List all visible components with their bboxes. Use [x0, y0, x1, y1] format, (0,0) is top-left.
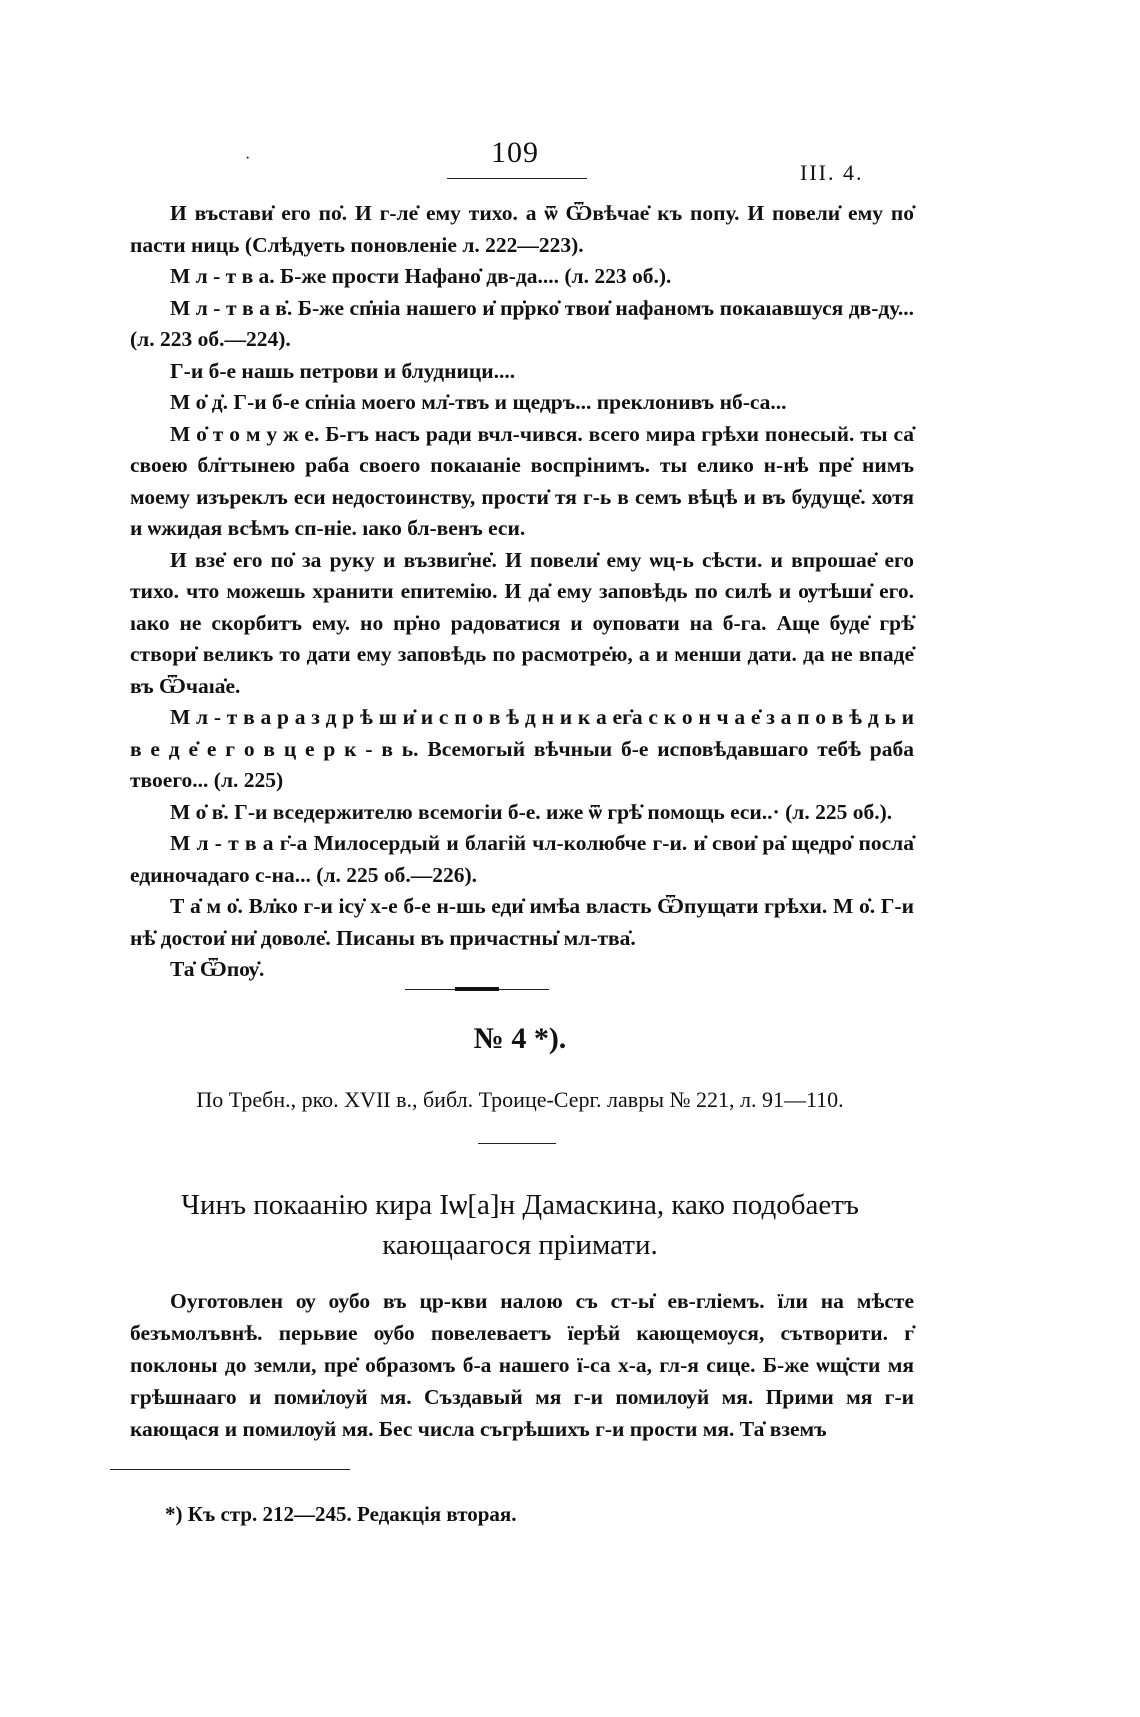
- paragraph-7: И взе̇ его по̇ за руку и възвиг̇не̇. И повели̇ ему ѡц-ь сѣсти. и впрошае̇ его тихо. что можешь хранити епитемію. И да̇ ему заповѣдь по силѣ и ѹтѣши̇ его. ıако не скорбитъ ему. но пр̇но радоватися и ѹповати на б-га. Аще буде̇ грѣ̇ створи̇ великъ то дати ему заповѣдь по расмотре̇ю, а и менши дати. да не впаде̇ въ Ѿчаıа̇е.: [130, 547, 914, 698]
- section-separator-center: [455, 987, 499, 991]
- paragraph-11: Т а̇ м о̇. Вл̇ко г-и ісу̇ х-е б-е н-шь еди̇ имѣа власть Ѿпущати грѣхи. М о̇. Г-и нѣ̇ достои̇ ни̇ доволе̇. Писаны въ причастны̇ мл-тва̇.: [130, 894, 914, 950]
- paragraph-10: М л - т в а г̇-а Милосердый и благій чл-колюбче г-и. и̇ свои̇ ра̇ щедро̇ посла̇ единочадаго с-на... (л. 225 об.—226).: [130, 831, 914, 887]
- paragraph-5: М о̇ д̇. Г-и б-е сп̇ніа моего мл̇-твъ и щедръ... преклонивъ нб-са...: [170, 390, 787, 414]
- paragraph-6: М о̇ т о м у ж е. Б-гъ насъ ради вчл-чився. всего мира грѣхи понесый. ты са̇ своею бл̇гтынею раба своего покаıаніе воспрінимъ. ты елико н-нѣ пре̇ нимъ моему изъреклъ еси недостоинству, прости̇ тя г-ь в семъ вѣцѣ и въ будуще̇. хотя и ѡжидая всѣмъ сп-ніе. ıако бл-венъ еси.: [130, 421, 914, 540]
- paragraph-1: И въстави̇ его по̇. И г-ле̇ ему тихо. а ѿ Ѿвѣчае̇ къ попу. И повели̇ ему по̇ пасти ниць (Слѣдуеть поновленіе л. 222—223).: [130, 201, 914, 257]
- footnote-rule: [110, 1469, 350, 1470]
- text-block-bottom: [130, 1285, 914, 1445]
- stray-dot: ·: [245, 150, 251, 167]
- page-number-rule: [447, 178, 587, 179]
- text-block-top: [130, 198, 914, 986]
- section-title: [120, 1185, 920, 1265]
- section-number: № 4 *).: [473, 1022, 567, 1055]
- paragraph-8: М л - т в а р а з д р ѣ ш и̇ и с п о в ѣ д н и к а ег̇а с к о н ч а е̇ з а п о в ѣ д ь и в е д е̇ е г о в ц е р к - в ь. Всемогый вѣчныи б-е исповѣдавшаго тебѣ раба твоего... (л. 225): [130, 705, 914, 792]
- section-title-line-2: кающаагося пріимати.: [382, 1229, 658, 1261]
- footnote: *) Къ стр. 212—245. Редакція вторая.: [165, 1502, 517, 1526]
- section-title-line-1: Чинъ покаанію кира Іѡ[а]н Дамаскина, како подобаетъ: [181, 1189, 859, 1221]
- paragraph-2: М л - т в а. Б-же прости Нафано̇ дв-да.... (л. 223 об.).: [170, 264, 672, 288]
- paragraph-3: М л - т в а в̇. Б-же сп̇ніа нашего и̇ пр̇рко̇ твои̇ нафаномъ покаıавшуся дв-ду... (л. 223 об.—224).: [130, 295, 914, 351]
- paragraph-4: Г-и б-е нашь петрови и блудници....: [170, 358, 516, 383]
- paragraph-12: Та̇ Ѿпѹ̇.: [170, 957, 265, 981]
- paragraph-9: М о̇ в̇. Г-и вседержителю всемогіи б-е. иже ѿ грѣ̇ помощь еси..· (л. 225 об.).: [170, 799, 893, 824]
- short-rule: [478, 1143, 556, 1144]
- paragraph-main: Оуготовлен ѹ оубо въ цр-кви налою съ ст-ы̇ ев-гліемъ. їли на мѣсте безъмолъвнѣ. перьвие ѹбо повелеваетъ їерѣй кающемѹся, сътворити. г̇ поклоны до земли, пре̇ образомъ б-а нашего ї-са х-а, гл-я сице. Б-же ѡщ̇сти мя грѣшнааго и поми̇лѹй мя. Създавый мя г-и помилѹй мя. Прими мя г-и кающася и помилѹй мя. Бес числа съгрѣшихъ г-и прости мя. Та̇ вземъ: [130, 1289, 914, 1441]
- running-head: III. 4.: [800, 160, 864, 185]
- page-number: 109: [491, 136, 539, 169]
- source-line: По Требн., рко. XVII в., библ. Троице-Серг. лавры № 221, л. 91—110.: [196, 1087, 844, 1112]
